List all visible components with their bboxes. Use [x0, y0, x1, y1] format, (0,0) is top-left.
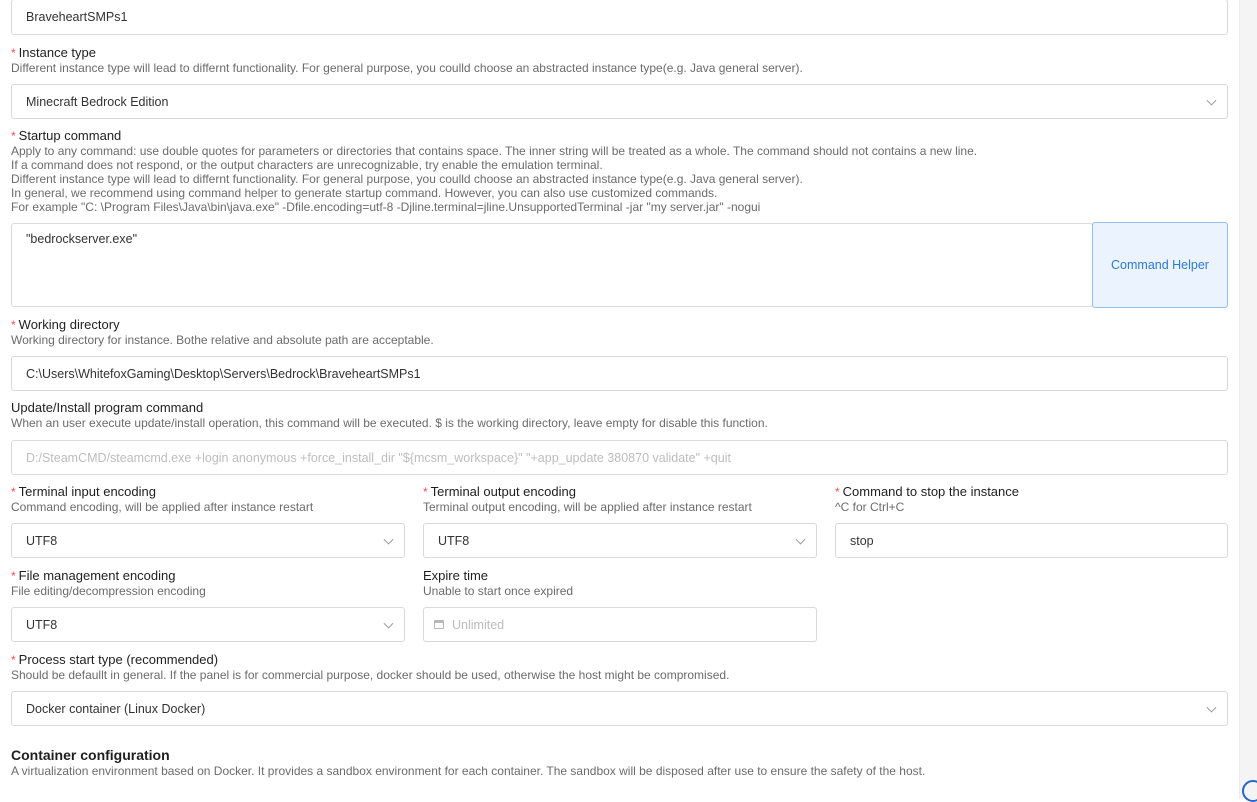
file-management-encoding-label [11, 568, 176, 583]
startup-command-label-text: Startup command [18, 128, 122, 143]
instance-type-value: Minecraft Bedrock Edition [26, 94, 169, 109]
working-directory-label-text: Working directory [18, 317, 120, 332]
calendar-icon [434, 620, 444, 629]
working-directory-input[interactable] [11, 356, 1228, 391]
stop-command-label-text: Command to stop the instance [842, 484, 1019, 499]
required-mark: * [11, 485, 16, 499]
terminal-output-encoding-label [423, 484, 576, 499]
process-start-type-description: Should be defaullt in general. If the panel is for commercial purpose, docker should be used, otherwise the host might be compromised. [11, 668, 730, 682]
chevron-down-icon [384, 618, 394, 628]
terminal-input-encoding-description: Command encoding, will be applied after instance restart [11, 500, 314, 514]
instance-type-label [11, 45, 96, 60]
required-mark: * [11, 569, 16, 583]
update-command-label: Update/Install program command [11, 400, 204, 415]
instance-type-select[interactable] [11, 84, 1228, 119]
update-command-description: When an user execute update/install operation, this command will be executed. $ is the working directory, leave empty for disable this function. [11, 416, 768, 430]
stop-command-input[interactable] [835, 523, 1228, 558]
terminal-output-encoding-description: Terminal output encoding, will be applied after instance restart [423, 500, 752, 514]
terminal-input-encoding-select[interactable] [11, 523, 405, 558]
process-start-type-select[interactable] [11, 691, 1228, 726]
terminal-input-encoding-label-text: Terminal input encoding [18, 484, 156, 499]
stop-command-description: ^C for Ctrl+C [835, 500, 905, 514]
stop-command-value: stop [850, 533, 874, 548]
terminal-output-encoding-label-text: Terminal output encoding [430, 484, 576, 499]
working-directory-description: Working directory for instance. Bothe relative and absolute path are acceptable. [11, 333, 434, 347]
startup-command-label [11, 128, 121, 143]
startup-command-textarea[interactable] [11, 223, 1093, 307]
container-configuration-title: Container configuration [11, 747, 170, 763]
startup-command-description-3: Different instance type will lead to differnt functionality. For general purpose, you coulld choose an abstracted instance type(e.g. Java general server). [11, 172, 803, 186]
chevron-down-icon [384, 534, 394, 544]
required-mark: * [11, 129, 16, 143]
startup-command-description-4: In general, we recommend using command helper to generate startup command. However, you can also use customized commands. [11, 186, 718, 200]
scrollbar[interactable] [1239, 0, 1257, 799]
required-mark: * [11, 46, 16, 60]
command-helper-label: Command Helper [1111, 258, 1209, 272]
update-command-placeholder: D:/SteamCMD/steamcmd.exe +login anonymous +force_install_dir "${mcsm_workspace}" "+app_update 380870 validate" +quit [26, 450, 731, 465]
process-start-type-label [11, 652, 218, 667]
expire-time-label: Expire time [423, 568, 489, 583]
required-mark: * [423, 485, 428, 499]
file-management-encoding-description: File editing/decompression encoding [11, 584, 206, 598]
working-directory-value: C:\Users\WhitefoxGaming\Desktop\Servers\Bedrock\BraveheartSMPs1 [26, 366, 421, 381]
file-management-encoding-value: UTF8 [26, 617, 58, 632]
stop-command-label [835, 484, 1019, 499]
chevron-down-icon [796, 534, 806, 544]
terminal-output-encoding-value: UTF8 [438, 533, 470, 548]
command-helper-button[interactable] [1092, 222, 1228, 308]
container-configuration-description: A virtualization environment based on Docker. It provides a sandbox environment for each container. The sandbox will be disposed after use to ensure the safety of the host. [11, 764, 926, 778]
working-directory-label [11, 317, 120, 332]
required-mark: * [11, 318, 16, 332]
startup-command-description-1: Apply to any command: use double quotes for parameters or directories that contains space. The inner string will be treated as a whole. The command should not contains a new line. [11, 144, 978, 158]
startup-command-description-2: If a command does not respond, or the output characters are unrecognizable, try enable the emulation terminal. [11, 158, 603, 172]
startup-command-value: "bedrockserver.exe" [26, 232, 138, 246]
instance-type-label-text: Instance type [18, 45, 96, 60]
startup-command-description-5: For example "C: \Program Files\Java\bin\java.exe" -Dfile.encoding=utf-8 -Djline.terminal=jline.UnsupportedTerminal -jar "my server.jar" -nogui [11, 200, 761, 214]
instance-name-value: BraveheartSMPs1 [26, 10, 128, 24]
required-mark: * [835, 485, 840, 499]
terminal-input-encoding-value: UTF8 [26, 533, 58, 548]
process-start-type-value: Docker container (Linux Docker) [26, 701, 206, 716]
process-start-type-label-text: Process start type (recommended) [18, 652, 219, 667]
instance-type-description: Different instance type will lead to differnt functionality. For general purpose, you coulld choose an abstracted instance type(e.g. Java general server). [11, 61, 803, 75]
instance-name-input[interactable] [11, 0, 1228, 35]
file-management-encoding-label-text: File management encoding [18, 568, 176, 583]
terminal-output-encoding-select[interactable] [423, 523, 817, 558]
file-management-encoding-select[interactable] [11, 607, 405, 642]
expire-time-placeholder: Unlimited [452, 617, 505, 632]
chevron-down-icon [1207, 702, 1217, 712]
expire-time-description: Unable to start once expired [423, 584, 574, 598]
required-mark: * [11, 653, 16, 667]
terminal-input-encoding-label [11, 484, 156, 499]
chevron-down-icon [1207, 95, 1217, 105]
update-command-input[interactable] [11, 440, 1228, 475]
expire-time-picker[interactable] [423, 607, 817, 642]
